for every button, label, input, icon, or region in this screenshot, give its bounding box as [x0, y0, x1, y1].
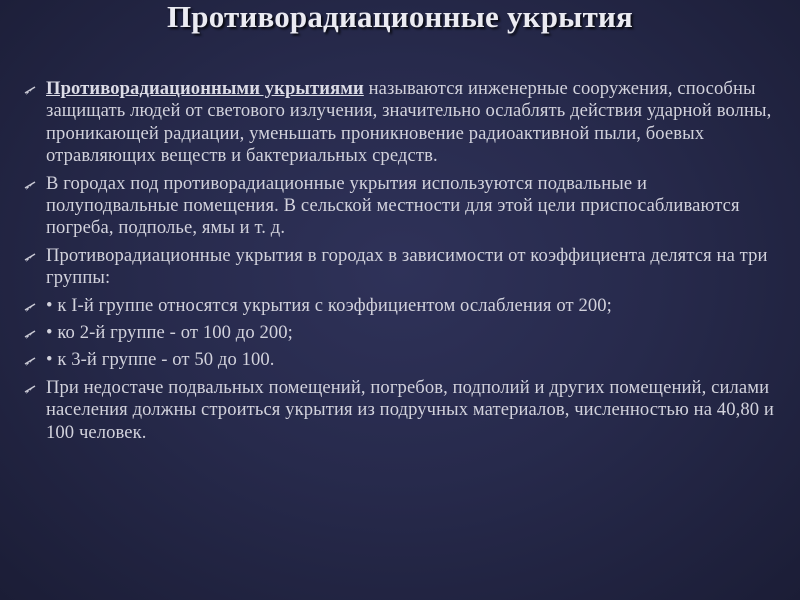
- list-item: [24, 245, 780, 290]
- list-item: [24, 78, 780, 168]
- item-text: При недостаче подвальных помещений, погребов, подполий и других помещений, силами населения должны строиться укрытия из подручных материалов, численностью на 40,80 и 100 человек.: [46, 376, 774, 443]
- feather-bullet-icon: [24, 385, 36, 395]
- item-text: • ко 2-й группе - от 100 до 200;: [46, 322, 293, 344]
- item-text: Противорадиационные укрытия в городах в зависимости от коэффициента делятся на три группы:: [46, 244, 768, 289]
- list-item: [24, 173, 780, 240]
- item-text: называются инженерные сооружения, способны защищать людей от светового излучения, значительно ослаблять действия ударной волны, проникающей радиации, уменьшать проникновение радиоактивной пыли, боевых отравляющих веществ и бактериальных средств.: [46, 78, 772, 167]
- bullet-list: [24, 78, 780, 449]
- feather-bullet-icon: [24, 357, 36, 367]
- feather-bullet-icon: [24, 330, 36, 340]
- feather-bullet-icon: [24, 181, 36, 191]
- item-text: • к I-й группе относятся укрытия с коэффициентом ослабления от 200;: [46, 294, 612, 316]
- list-item: [24, 295, 780, 317]
- item-text: В городах под противорадиационные укрытия используются подвальные и полуподвальные помещения. В сельской местности для этой цели приспосабливаются погреба, подполье, ямы и т. д.: [46, 172, 740, 239]
- item-text: • к 3-й группе - от 50 до 100.: [46, 349, 275, 371]
- defined-term: Противорадиационными укрытиями: [46, 78, 364, 99]
- list-item: [24, 377, 780, 444]
- list-item: [24, 349, 780, 371]
- feather-bullet-icon: [24, 86, 36, 96]
- list-item: [24, 322, 780, 344]
- feather-bullet-icon: [24, 303, 36, 313]
- slide-title: Противорадиационные укрытия: [166, 0, 634, 34]
- feather-bullet-icon: [24, 253, 36, 263]
